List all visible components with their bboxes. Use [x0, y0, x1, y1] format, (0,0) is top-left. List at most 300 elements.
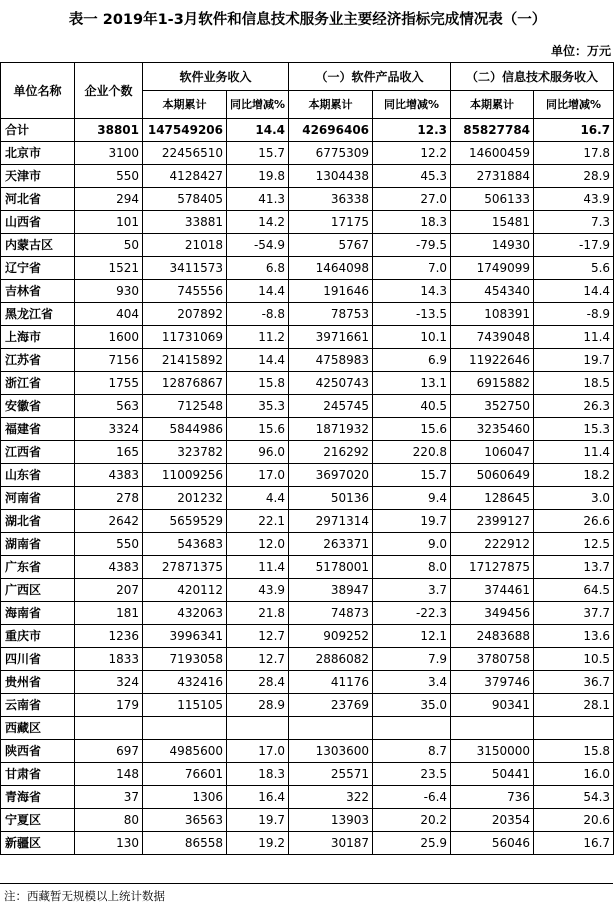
software-business-yoy [227, 717, 289, 740]
header-sb-current: 本期累计 [143, 91, 227, 119]
header-sb-yoy: 同比增减% [227, 91, 289, 119]
region-name: 海南省 [1, 602, 75, 625]
it-services-total: 374461 [451, 579, 534, 602]
software-products-yoy: 45.3 [373, 165, 451, 188]
region-name: 甘肃省 [1, 763, 75, 786]
software-business-total: 147549206 [143, 119, 227, 142]
it-services-total: 90341 [451, 694, 534, 717]
table-row [1, 579, 614, 602]
region-name: 四川省 [1, 648, 75, 671]
software-products-total: 3971661 [289, 326, 373, 349]
software-business-yoy: 18.3 [227, 763, 289, 786]
region-name: 湖南省 [1, 533, 75, 556]
company-count: 1755 [75, 372, 143, 395]
software-business-yoy: 17.0 [227, 464, 289, 487]
company-count: 7156 [75, 349, 143, 372]
it-services-total: 56046 [451, 832, 534, 855]
it-services-total: 85827784 [451, 119, 534, 142]
it-services-yoy: 11.4 [534, 326, 614, 349]
software-business-total: 578405 [143, 188, 227, 211]
company-count: 930 [75, 280, 143, 303]
company-count: 101 [75, 211, 143, 234]
software-products-total: 1464098 [289, 257, 373, 280]
it-services-total: 11922646 [451, 349, 534, 372]
software-business-yoy: 14.2 [227, 211, 289, 234]
region-name: 内蒙古区 [1, 234, 75, 257]
software-business-total: 420112 [143, 579, 227, 602]
software-products-yoy: 7.0 [373, 257, 451, 280]
it-services-total: 106047 [451, 441, 534, 464]
software-products-total: 74873 [289, 602, 373, 625]
table-row [1, 372, 614, 395]
company-count: 563 [75, 395, 143, 418]
software-products-total: 191646 [289, 280, 373, 303]
software-business-yoy: 14.4 [227, 280, 289, 303]
table-row [1, 809, 614, 832]
region-name: 河北省 [1, 188, 75, 211]
software-products-total: 1871932 [289, 418, 373, 441]
software-business-total: 432416 [143, 671, 227, 694]
it-services-total: 736 [451, 786, 534, 809]
company-count: 4383 [75, 556, 143, 579]
software-products-yoy: -79.5 [373, 234, 451, 257]
software-business-yoy: 41.3 [227, 188, 289, 211]
software-products-yoy: 15.6 [373, 418, 451, 441]
it-services-yoy: 14.4 [534, 280, 614, 303]
it-services-yoy: 26.6 [534, 510, 614, 533]
company-count: 324 [75, 671, 143, 694]
it-services-total: 14930 [451, 234, 534, 257]
bottom-rule [0, 883, 613, 884]
software-business-yoy: -8.8 [227, 303, 289, 326]
table-row [1, 441, 614, 464]
software-products-yoy: 18.3 [373, 211, 451, 234]
table-row [1, 234, 614, 257]
software-products-yoy: 15.7 [373, 464, 451, 487]
software-products-total: 78753 [289, 303, 373, 326]
it-services-yoy: 18.5 [534, 372, 614, 395]
company-count: 1521 [75, 257, 143, 280]
table-row [1, 533, 614, 556]
table-row [1, 648, 614, 671]
software-products-total: 263371 [289, 533, 373, 556]
table-row [1, 717, 614, 740]
it-services-yoy: 36.7 [534, 671, 614, 694]
it-services-yoy: 16.0 [534, 763, 614, 786]
software-products-total: 3697020 [289, 464, 373, 487]
software-business-total: 76601 [143, 763, 227, 786]
region-name: 青海省 [1, 786, 75, 809]
company-count: 4383 [75, 464, 143, 487]
it-services-total: 379746 [451, 671, 534, 694]
it-services-total: 20354 [451, 809, 534, 832]
it-services-yoy: 13.6 [534, 625, 614, 648]
software-business-total: 201232 [143, 487, 227, 510]
it-services-total: 2483688 [451, 625, 534, 648]
table-row [1, 326, 614, 349]
it-services-yoy: 19.7 [534, 349, 614, 372]
it-services-yoy: 16.7 [534, 119, 614, 142]
company-count: 80 [75, 809, 143, 832]
software-products-total: 23769 [289, 694, 373, 717]
company-count: 3100 [75, 142, 143, 165]
table-row [1, 786, 614, 809]
company-count: 550 [75, 533, 143, 556]
header-sp-yoy: 同比增减% [373, 91, 451, 119]
it-services-total: 14600459 [451, 142, 534, 165]
software-business-total: 21415892 [143, 349, 227, 372]
software-products-total: 1304438 [289, 165, 373, 188]
header-software-products: （一）软件产品收入 [289, 63, 451, 91]
software-products-yoy: 12.2 [373, 142, 451, 165]
company-count: 1833 [75, 648, 143, 671]
table-row [1, 142, 614, 165]
region-name: 浙江省 [1, 372, 75, 395]
table-row [1, 625, 614, 648]
software-products-yoy: 9.0 [373, 533, 451, 556]
software-products-yoy: 220.8 [373, 441, 451, 464]
software-products-total: 30187 [289, 832, 373, 855]
software-business-yoy: 4.4 [227, 487, 289, 510]
software-business-yoy: 96.0 [227, 441, 289, 464]
it-services-total: 6915882 [451, 372, 534, 395]
software-products-yoy: -22.3 [373, 602, 451, 625]
software-products-yoy: 9.4 [373, 487, 451, 510]
region-name: 福建省 [1, 418, 75, 441]
software-business-total: 115105 [143, 694, 227, 717]
region-name: 天津市 [1, 165, 75, 188]
it-services-total: 2731884 [451, 165, 534, 188]
region-name: 重庆市 [1, 625, 75, 648]
company-count: 3324 [75, 418, 143, 441]
table-row [1, 832, 614, 855]
software-business-total: 7193058 [143, 648, 227, 671]
software-business-total: 543683 [143, 533, 227, 556]
it-services-yoy: 28.1 [534, 694, 614, 717]
software-business-total: 1306 [143, 786, 227, 809]
table-row [1, 395, 614, 418]
it-services-total: 50441 [451, 763, 534, 786]
company-count: 2642 [75, 510, 143, 533]
region-name: 辽宁省 [1, 257, 75, 280]
software-business-yoy: 28.4 [227, 671, 289, 694]
software-business-yoy: 11.2 [227, 326, 289, 349]
table-row [1, 418, 614, 441]
it-services-total: 454340 [451, 280, 534, 303]
software-products-total: 41176 [289, 671, 373, 694]
software-business-yoy: 15.8 [227, 372, 289, 395]
software-business-total: 432063 [143, 602, 227, 625]
software-business-total: 207892 [143, 303, 227, 326]
software-business-total: 712548 [143, 395, 227, 418]
software-business-total: 4128427 [143, 165, 227, 188]
company-count: 130 [75, 832, 143, 855]
software-business-yoy: 43.9 [227, 579, 289, 602]
software-business-yoy: 21.8 [227, 602, 289, 625]
software-products-yoy: -6.4 [373, 786, 451, 809]
it-services-total: 7439048 [451, 326, 534, 349]
table-row [1, 602, 614, 625]
table-row [1, 487, 614, 510]
region-name: 新疆区 [1, 832, 75, 855]
software-products-total: 245745 [289, 395, 373, 418]
software-business-total [143, 717, 227, 740]
company-count: 181 [75, 602, 143, 625]
company-count: 294 [75, 188, 143, 211]
software-business-yoy: 15.7 [227, 142, 289, 165]
region-name: 山东省 [1, 464, 75, 487]
it-services-yoy: 10.5 [534, 648, 614, 671]
region-name: 江西省 [1, 441, 75, 464]
software-business-total: 5659529 [143, 510, 227, 533]
software-products-yoy: 20.2 [373, 809, 451, 832]
software-products-total: 4250743 [289, 372, 373, 395]
software-business-total: 323782 [143, 441, 227, 464]
software-products-total: 50136 [289, 487, 373, 510]
header-sp-current: 本期累计 [289, 91, 373, 119]
software-products-yoy: 27.0 [373, 188, 451, 211]
region-name: 江苏省 [1, 349, 75, 372]
total-row [1, 119, 614, 142]
header-it-current: 本期累计 [451, 91, 534, 119]
software-business-yoy: 15.6 [227, 418, 289, 441]
table-row [1, 349, 614, 372]
software-products-yoy: 23.5 [373, 763, 451, 786]
software-business-total: 33881 [143, 211, 227, 234]
software-business-total: 3411573 [143, 257, 227, 280]
software-products-total: 42696406 [289, 119, 373, 142]
header-it-services: （二）信息技术服务收入 [451, 63, 614, 91]
table-row [1, 464, 614, 487]
software-products-yoy: 8.0 [373, 556, 451, 579]
it-services-yoy: 43.9 [534, 188, 614, 211]
software-products-yoy: 19.7 [373, 510, 451, 533]
it-services-yoy: 7.3 [534, 211, 614, 234]
software-business-yoy: 12.0 [227, 533, 289, 556]
software-products-yoy: 25.9 [373, 832, 451, 855]
region-name: 河南省 [1, 487, 75, 510]
software-products-yoy: 35.0 [373, 694, 451, 717]
table-row [1, 763, 614, 786]
it-services-yoy: 26.3 [534, 395, 614, 418]
footnote: 注：西藏暂无规模以上统计数据 [4, 889, 165, 903]
software-business-total: 36563 [143, 809, 227, 832]
software-business-total: 86558 [143, 832, 227, 855]
table-row [1, 280, 614, 303]
software-business-yoy: 16.4 [227, 786, 289, 809]
company-count: 50 [75, 234, 143, 257]
it-services-yoy: 15.3 [534, 418, 614, 441]
it-services-yoy: 64.5 [534, 579, 614, 602]
table-row [1, 510, 614, 533]
region-name: 湖北省 [1, 510, 75, 533]
it-services-total: 108391 [451, 303, 534, 326]
it-services-yoy: 16.7 [534, 832, 614, 855]
software-products-total: 5178001 [289, 556, 373, 579]
table-row [1, 303, 614, 326]
table-row [1, 165, 614, 188]
it-services-yoy: 11.4 [534, 441, 614, 464]
it-services-total: 15481 [451, 211, 534, 234]
software-products-yoy: 3.4 [373, 671, 451, 694]
it-services-total: 3780758 [451, 648, 534, 671]
software-business-yoy: 19.8 [227, 165, 289, 188]
company-count [75, 717, 143, 740]
document-title: 表一 2019年1-3月软件和信息技术服务业主要经济指标完成情况表（一） [68, 12, 547, 28]
software-products-yoy: 12.3 [373, 119, 451, 142]
software-business-yoy: 19.7 [227, 809, 289, 832]
header-software-business: 软件业务收入 [143, 63, 289, 91]
it-services-yoy: -8.9 [534, 303, 614, 326]
it-services-yoy: 13.7 [534, 556, 614, 579]
company-count: 38801 [75, 119, 143, 142]
it-services-yoy: 3.0 [534, 487, 614, 510]
software-products-total: 38947 [289, 579, 373, 602]
unit-label: 单位：万元 [550, 44, 611, 58]
it-services-yoy: 18.2 [534, 464, 614, 487]
software-products-yoy: 10.1 [373, 326, 451, 349]
software-products-total: 2971314 [289, 510, 373, 533]
header-it-yoy: 同比增减% [534, 91, 614, 119]
it-services-total: 128645 [451, 487, 534, 510]
it-services-total: 17127875 [451, 556, 534, 579]
it-services-yoy: 5.6 [534, 257, 614, 280]
table-body [1, 119, 614, 855]
region-name: 山西省 [1, 211, 75, 234]
software-products-yoy: -13.5 [373, 303, 451, 326]
it-services-total: 352750 [451, 395, 534, 418]
it-services-total: 3150000 [451, 740, 534, 763]
it-services-yoy: 54.3 [534, 786, 614, 809]
software-products-total: 2886082 [289, 648, 373, 671]
it-services-yoy: 15.8 [534, 740, 614, 763]
it-services-yoy: -17.9 [534, 234, 614, 257]
it-services-yoy: 37.7 [534, 602, 614, 625]
it-services-yoy: 20.6 [534, 809, 614, 832]
region-name: 黑龙江省 [1, 303, 75, 326]
table-row [1, 188, 614, 211]
software-products-total: 216292 [289, 441, 373, 464]
software-products-total: 17175 [289, 211, 373, 234]
region-name: 宁夏区 [1, 809, 75, 832]
company-count: 1600 [75, 326, 143, 349]
software-products-total: 36338 [289, 188, 373, 211]
region-name: 广东省 [1, 556, 75, 579]
region-name: 合计 [1, 119, 75, 142]
table-row [1, 671, 614, 694]
software-products-total: 6775309 [289, 142, 373, 165]
company-count: 697 [75, 740, 143, 763]
software-business-total: 21018 [143, 234, 227, 257]
company-count: 278 [75, 487, 143, 510]
software-business-total: 4985600 [143, 740, 227, 763]
table-row [1, 694, 614, 717]
software-products-yoy: 8.7 [373, 740, 451, 763]
company-count: 207 [75, 579, 143, 602]
table-row [1, 257, 614, 280]
it-services-yoy: 12.5 [534, 533, 614, 556]
region-name: 贵州省 [1, 671, 75, 694]
table-row [1, 211, 614, 234]
company-count: 404 [75, 303, 143, 326]
company-count: 37 [75, 786, 143, 809]
software-business-yoy: -54.9 [227, 234, 289, 257]
software-business-total: 745556 [143, 280, 227, 303]
table-row [1, 740, 614, 763]
it-services-total: 5060649 [451, 464, 534, 487]
software-business-yoy: 19.2 [227, 832, 289, 855]
software-business-yoy: 14.4 [227, 119, 289, 142]
software-business-yoy: 11.4 [227, 556, 289, 579]
software-business-yoy: 22.1 [227, 510, 289, 533]
software-products-yoy: 40.5 [373, 395, 451, 418]
software-products-yoy: 3.7 [373, 579, 451, 602]
software-products-yoy: 13.1 [373, 372, 451, 395]
software-products-yoy: 14.3 [373, 280, 451, 303]
software-business-yoy: 35.3 [227, 395, 289, 418]
region-name: 安徽省 [1, 395, 75, 418]
header-region: 单位名称 [1, 63, 75, 119]
software-products-yoy: 7.9 [373, 648, 451, 671]
it-services-total: 222912 [451, 533, 534, 556]
software-business-yoy: 12.7 [227, 648, 289, 671]
software-products-total: 909252 [289, 625, 373, 648]
it-services-total: 1749099 [451, 257, 534, 280]
software-products-yoy: 6.9 [373, 349, 451, 372]
software-business-total: 3996341 [143, 625, 227, 648]
region-name: 北京市 [1, 142, 75, 165]
software-products-total [289, 717, 373, 740]
software-products-yoy: 12.1 [373, 625, 451, 648]
software-products-yoy [373, 717, 451, 740]
software-business-yoy: 28.9 [227, 694, 289, 717]
region-name: 西藏区 [1, 717, 75, 740]
it-services-total: 349456 [451, 602, 534, 625]
software-business-total: 5844986 [143, 418, 227, 441]
software-business-total: 11731069 [143, 326, 227, 349]
table-row [1, 556, 614, 579]
it-services-yoy: 28.9 [534, 165, 614, 188]
software-business-yoy: 6.8 [227, 257, 289, 280]
software-business-total: 12876867 [143, 372, 227, 395]
it-services-total: 3235460 [451, 418, 534, 441]
it-services-total [451, 717, 534, 740]
software-products-total: 13903 [289, 809, 373, 832]
software-business-yoy: 14.4 [227, 349, 289, 372]
region-name: 广西区 [1, 579, 75, 602]
software-business-yoy: 17.0 [227, 740, 289, 763]
software-products-total: 1303600 [289, 740, 373, 763]
software-products-total: 4758983 [289, 349, 373, 372]
software-products-total: 322 [289, 786, 373, 809]
software-business-yoy: 12.7 [227, 625, 289, 648]
software-business-total: 27871375 [143, 556, 227, 579]
region-name: 陕西省 [1, 740, 75, 763]
company-count: 179 [75, 694, 143, 717]
it-services-total: 2399127 [451, 510, 534, 533]
it-services-yoy [534, 717, 614, 740]
company-count: 1236 [75, 625, 143, 648]
indicator-table [0, 62, 614, 855]
header-companies: 企业个数 [75, 63, 143, 119]
software-products-total: 5767 [289, 234, 373, 257]
it-services-total: 506133 [451, 188, 534, 211]
region-name: 云南省 [1, 694, 75, 717]
software-business-total: 11009256 [143, 464, 227, 487]
software-business-total: 22456510 [143, 142, 227, 165]
company-count: 550 [75, 165, 143, 188]
software-products-total: 25571 [289, 763, 373, 786]
